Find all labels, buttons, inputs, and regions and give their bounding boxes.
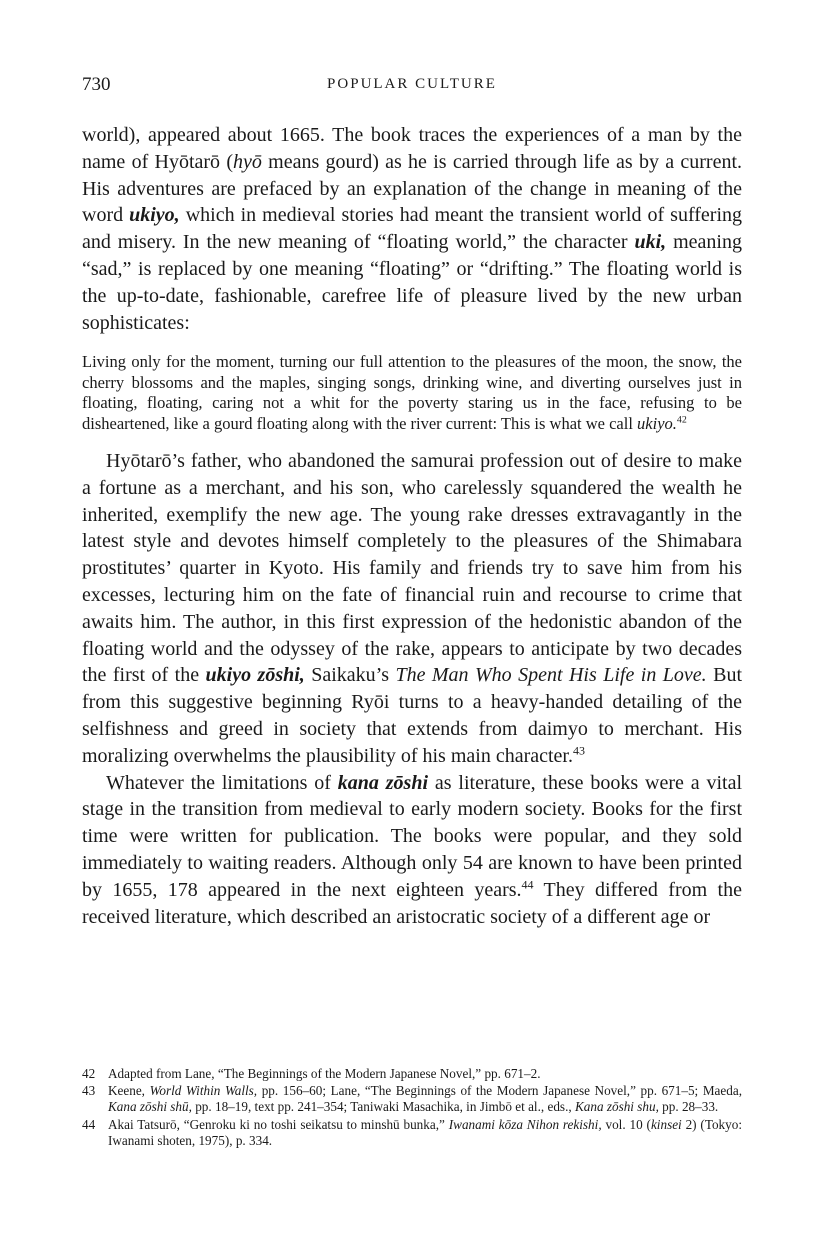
block-quote <box>82 352 742 434</box>
italic-term: ukiyo, <box>129 204 180 227</box>
text-run: Saikaku’s <box>304 664 396 687</box>
text-run: meaning “sad,” is replaced by one meaning “floating” or “drifting.” The floating world is the up-to-date, fashionable, carefree life of pleasure lived by the new urban sophisticates: <box>82 231 742 334</box>
body-text <box>82 122 742 930</box>
footnote-number: 42 <box>82 1066 96 1081</box>
text-run: They differed from the received literature, which described an aristocratic society of a different age or <box>82 878 742 928</box>
paragraph-2 <box>82 448 742 770</box>
footnote-ref[interactable]: 42 <box>676 414 687 426</box>
book-title: Kana zōshi shū, <box>108 1099 192 1115</box>
text-run: Living only for the moment, turning our full attention to the pleasures of the moon, the snow, the cherry blossoms and the maples, singing songs, drinking wine, and diverting ourselves just in floating, floating, caring not a whit for the poverty staring us in the face, refusing to be disheartened, like a gourd floating along with the river current: This is what we call <box>82 352 742 433</box>
italic-term: kana zōshi <box>337 771 429 794</box>
running-title: POPULAR CULTURE <box>327 76 497 92</box>
page-header <box>82 74 742 98</box>
text-run: which in medieval stories had meant the transient world of suffering and misery. In the new meaning of “floating world,” the character <box>82 204 742 254</box>
italic-term: hyō <box>233 150 262 173</box>
italic-term: ukiyo. <box>637 413 677 433</box>
text-run: world), appeared about 1665. The book traces the experiences of a man by the name of Hyōtarō ( <box>82 124 742 173</box>
text-run: 2) (Tokyo: Iwanami shoten, 1975), p. 334. <box>108 1116 742 1148</box>
footnote-number: 43 <box>82 1083 96 1099</box>
footnote-44 <box>82 1117 742 1149</box>
italic-term: kinsei <box>650 1116 682 1132</box>
paragraph-3 <box>82 770 742 931</box>
text-run: Akai Tatsurō, “Genroku ki no toshi seikatsu to minshū bunka,” <box>108 1116 449 1132</box>
footnote-43 <box>82 1083 742 1115</box>
text-run: means gourd) as he is carried through life as by a current. His adventures are prefaced by an explanation of the change in meaning of the word <box>82 150 742 227</box>
text-run: pp. 28–33. <box>658 1099 719 1115</box>
footnote-ref[interactable]: 43 <box>572 743 585 758</box>
text-run: Keene, <box>108 1083 150 1099</box>
book-title: Kana zōshi shu, <box>574 1099 659 1115</box>
text-run: pp. 156–60; Lane, “The Beginnings of the Modern Japanese Novel,” pp. 671–5; Maeda, <box>257 1083 742 1099</box>
text-run: Whatever the limitations of <box>106 771 338 794</box>
text-run: vol. 10 ( <box>601 1116 651 1132</box>
book-title: The Man Who Spent His Life in Love. <box>395 664 707 687</box>
footnote-number: 44 <box>82 1116 96 1132</box>
italic-term: uki, <box>634 231 667 254</box>
page-number: 730 <box>82 74 111 95</box>
paragraph-1 <box>82 122 742 336</box>
book-title: Iwanami kōza Nihon rekishi, <box>448 1116 602 1132</box>
text-run: Hyōtarō’s father, who abandoned the samurai profession out of desire to make a fortune as a merchant, and his son, who carelessly squandered the wealth he inherited, exemplify the new age. The young rake dresses extravagantly in the latest style and devotes himself completely to the pleasures of the Shimabara prostitutes’ quarter in Kyoto. His family and friends try to save him from his excesses, lecturing him on the fate of financial ruin and recourse to crime that awaits him. The author, in this first expression of the hedonistic abandon of the floating world and the odyssey of the rake, appears to anticipate by two decades the first of the <box>82 450 742 687</box>
text-run: as literature, these books were a vital stage in the transition from medieval to early modern society. Books for the first time were written for publication. The books were popular, and they sold immediately to waiting readers. Although only 54 are known to have been printed by 1655, 178 appeared in the next eighteen years. <box>82 771 743 901</box>
footnotes <box>82 1066 742 1150</box>
text-run: Adapted from Lane, “The Beginnings of the Modern Japanese Novel,” pp. 671–2. <box>108 1066 541 1081</box>
text-run: pp. 18–19, text pp. 241–354; Taniwaki Masachika, in Jimbō et al., eds., <box>191 1099 575 1115</box>
book-title: World Within Walls, <box>149 1083 258 1099</box>
text-run: But from this suggestive beginning Ryōi turns to a heavy-handed detailing of the selfishness and greed in society that extends from daimyo to merchant. His moralizing overwhelms the plausibility of his main character. <box>82 664 742 767</box>
footnote-ref[interactable]: 44 <box>521 877 534 892</box>
footnote-42 <box>82 1066 742 1082</box>
italic-term: ukiyo zōshi, <box>205 664 305 687</box>
